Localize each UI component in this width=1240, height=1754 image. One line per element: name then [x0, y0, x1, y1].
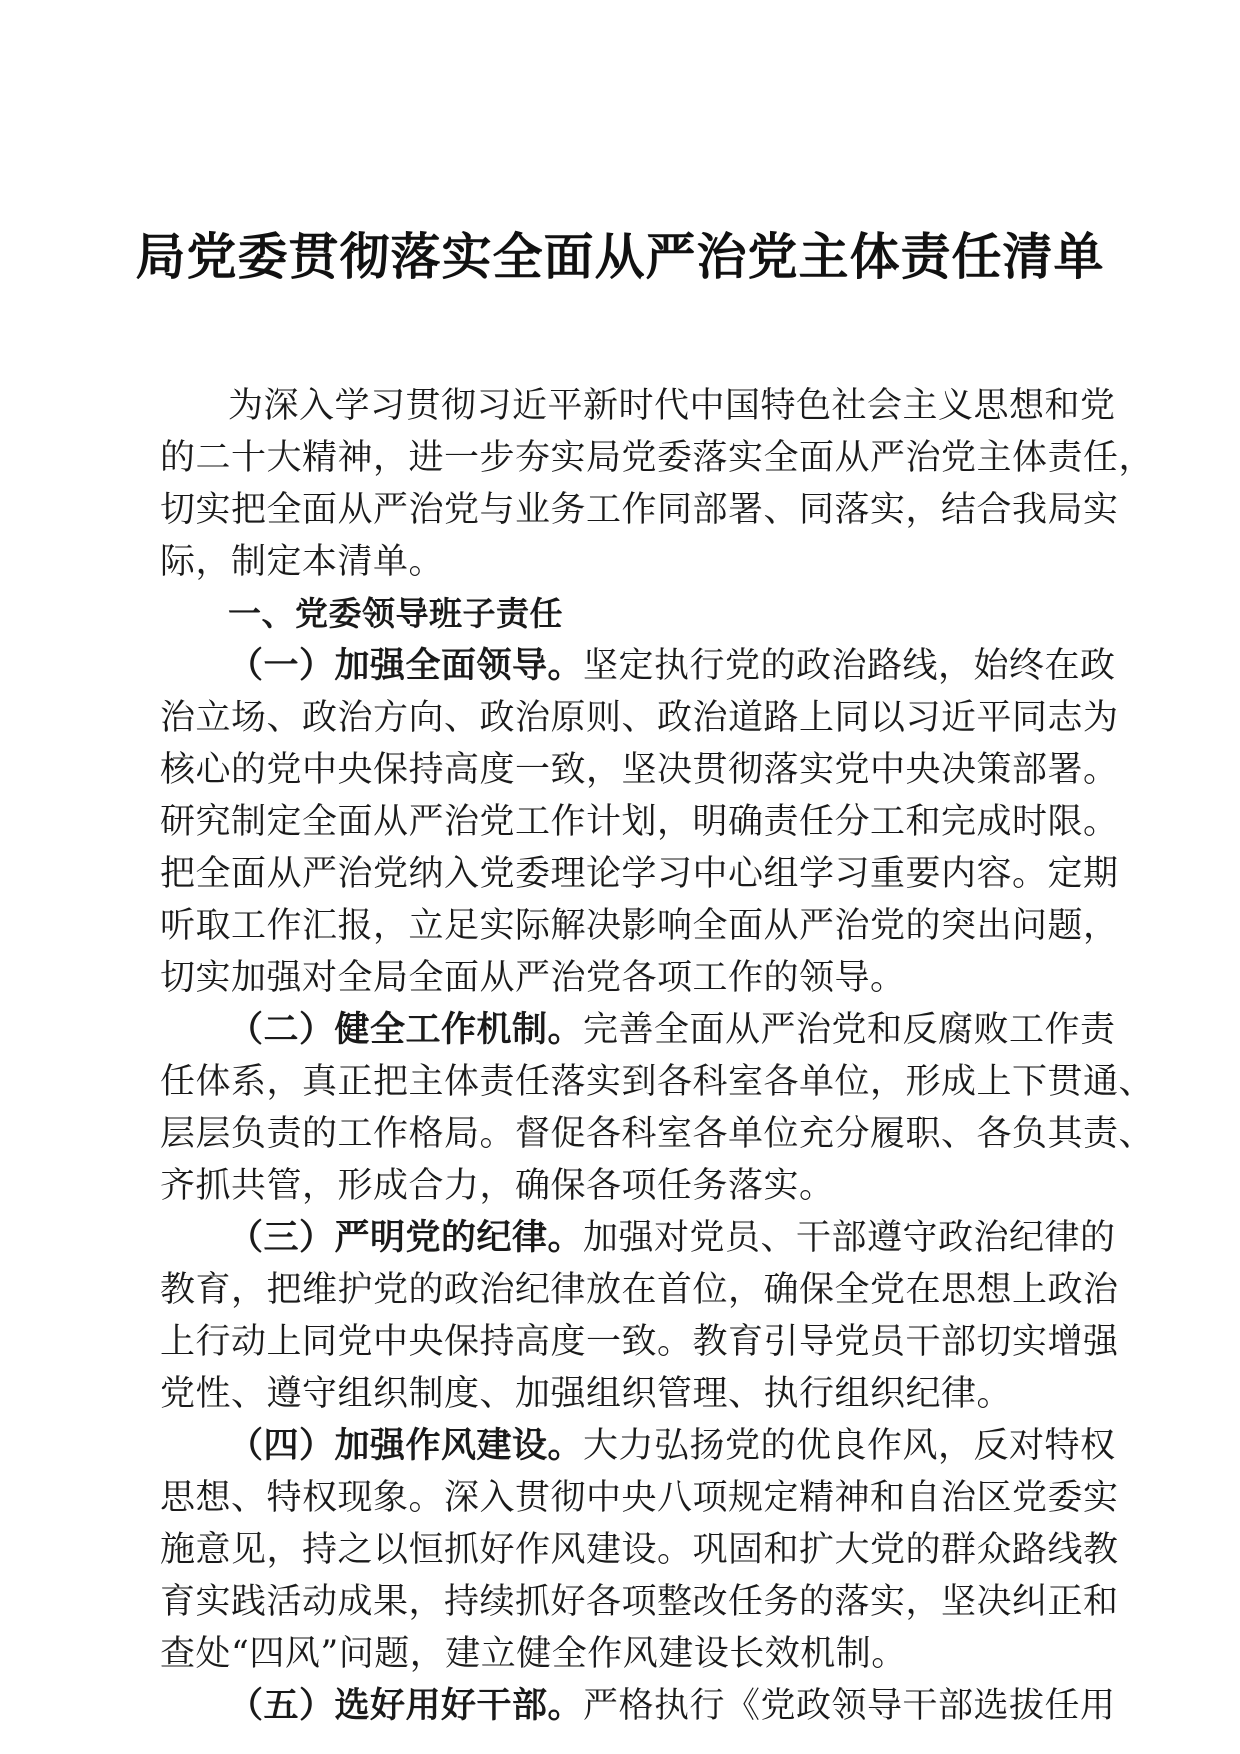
item-2-text: 完善全面从严治党和反腐败工作责 [583, 1010, 1116, 1050]
item-3-text: 加强对党员、干部遵守政治纪律的 [583, 1218, 1116, 1258]
item-1-line [160, 692, 1119, 744]
item-1-line [160, 900, 1119, 952]
item-1-line [160, 848, 1119, 900]
item-3-lead: （三）严明党的纪律。 [228, 1217, 584, 1258]
document-body [160, 380, 1155, 1732]
item-1-text: 核心的党中央保持高度一致，坚决贯彻落实党中央决策部署。 [160, 750, 1119, 790]
intro-line [160, 484, 1119, 536]
item-1-text: 把全面从严治党纳入党委理论学习中心组学习重要内容。定期 [160, 854, 1119, 894]
item-3-text: 教育，把维护党的政治纪律放在首位，确保全党在思想上政治 [160, 1270, 1119, 1310]
intro-line-text: 为深入学习贯彻习近平新时代中国特色社会主义思想和党 [228, 386, 1116, 426]
item-1-line [160, 744, 1119, 796]
item-4-text: 育实践活动成果，持续抓好各项整改任务的落实，坚决纠正和 [160, 1582, 1119, 1622]
item-4-line [160, 1472, 1119, 1524]
intro-line [160, 536, 1080, 588]
item-2-text: 层层负责的工作格局。督促各科室各单位充分履职、各负其责、 [160, 1114, 1155, 1154]
item-1-text: 坚定执行党的政治路线，始终在政 [583, 646, 1116, 686]
item-3-line [160, 1264, 1119, 1316]
item-3-text: 党性、遵守组织制度、加强组织管理、执行组织纪律。 [160, 1374, 1013, 1414]
item-1-line [160, 952, 1080, 1004]
item-1-text: 研究制定全面从严治党工作计划，明确责任分工和完成时限。 [160, 802, 1119, 842]
item-5-line [160, 1680, 1116, 1732]
intro-line-text: 切实把全面从严治党与业务工作同部署、同落实，结合我局实 [160, 490, 1119, 530]
item-4-line [160, 1628, 1080, 1680]
item-4-text: 思想、特权现象。深入贯彻中央八项规定精神和自治区党委实 [160, 1478, 1119, 1518]
intro-line [160, 432, 1155, 484]
item-3-line [160, 1212, 1116, 1264]
item-2-text: 任体系，真正把主体责任落实到各科室各单位，形成上下贯通、 [160, 1062, 1155, 1102]
intro-line-text: 际，制定本清单。 [160, 542, 445, 582]
item-3-line [160, 1316, 1119, 1368]
section-heading-text: 一、党委领导班子责任 [228, 594, 563, 633]
section-heading [160, 588, 1080, 640]
item-2-line [160, 1160, 1080, 1212]
intro-line [160, 380, 1116, 432]
item-1-lead: （一）加强全面领导。 [228, 645, 584, 686]
item-4-text: 大力弘扬党的优良作风，反对特权 [583, 1426, 1116, 1466]
item-1-text: 治立场、政治方向、政治原则、政治道路上同以习近平同志为 [160, 698, 1119, 738]
item-4-text: 施意见，持之以恒抓好作风建设。巩固和扩大党的群众路线教 [160, 1530, 1119, 1570]
item-4-line [160, 1576, 1119, 1628]
item-4-line [160, 1420, 1116, 1472]
document-title: 局党委贯彻落实全面从严治党主体责任清单 [135, 228, 1105, 286]
item-2-line [160, 1108, 1155, 1160]
intro-line-text: 的二十大精神，进一步夯实局党委落实全面从严治党主体责任， [160, 438, 1155, 478]
item-5-lead: （五）选好用好干部。 [228, 1685, 584, 1726]
item-2-line [160, 1004, 1116, 1056]
item-3-line [160, 1368, 1080, 1420]
item-2-line [160, 1056, 1155, 1108]
item-4-line [160, 1524, 1119, 1576]
item-2-text: 齐抓共管，形成合力，确保各项任务落实。 [160, 1166, 835, 1206]
item-2-lead: （二）健全工作机制。 [228, 1009, 584, 1050]
item-1-text: 切实加强对全局全面从严治党各项工作的领导。 [160, 958, 906, 998]
item-1-line [160, 640, 1116, 692]
item-4-lead: （四）加强作风建设。 [228, 1425, 584, 1466]
item-5-text: 严格执行《党政领导干部选拔任用 [583, 1686, 1116, 1726]
item-1-line [160, 796, 1119, 848]
item-3-text: 上行动上同党中央保持高度一致。教育引导党员干部切实增强 [160, 1322, 1119, 1362]
item-1-text: 听取工作汇报，立足实际解决影响全面从严治党的突出问题， [160, 906, 1119, 946]
item-4-text: 查处“四风”问题，建立健全作风建设长效机制。 [160, 1634, 907, 1674]
